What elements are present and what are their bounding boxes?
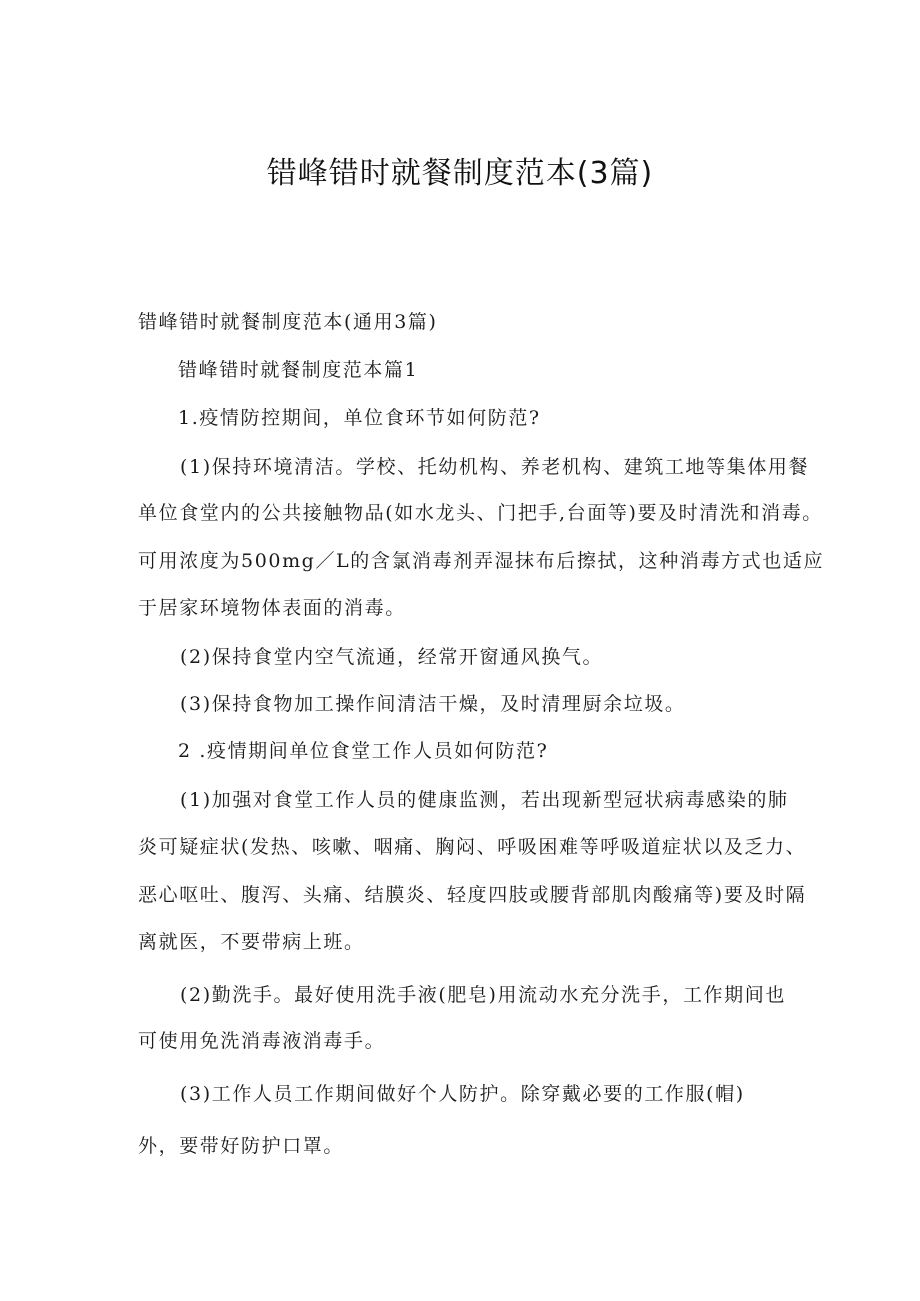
paragraph-line: 炎可疑症状(发热、咳嗽、咽痛、胸闷、呼吸困难等呼吸道症状以及乏力、 — [138, 836, 807, 858]
paragraph-line: 可使用免洗消毒液消毒手。 — [138, 1030, 386, 1052]
question-2: 2 .疫情期间单位食堂工作人员如何防范? — [178, 740, 549, 762]
paragraph-line: (2)保持食堂内空气流通，经常开窗通风换气。 — [180, 646, 604, 668]
paragraph-line: 单位食堂内的公共接触物品(如水龙头、门把手,台面等)要及时清洗和消毒。 — [138, 502, 823, 524]
section-heading: 错峰错时就餐制度范本篇1 — [178, 359, 419, 381]
paragraph-line: (3)工作人员工作期间做好个人防护。除穿戴必要的工作服(帽) — [180, 1083, 745, 1105]
question-1: 1.疫情防控期间，单位食环节如何防范? — [178, 407, 541, 429]
paragraph-line: 于居家环境物体表面的消毒。 — [138, 597, 406, 619]
paragraph-line: 可用浓度为500mg／L的含氯消毒剂弄湿抹布后擦拭，这种消毒方式也适应 — [138, 550, 825, 572]
document-subtitle: 错峰错时就餐制度范本(通用3篇) — [138, 311, 438, 333]
paragraph-line: 离就医，不要带病上班。 — [138, 931, 365, 953]
paragraph-line: (3)保持食物加工操作间清洁干燥，及时清理厨余垃圾。 — [180, 693, 686, 715]
paragraph-line: (2)勤洗手。最好使用洗手液(肥皂)用流动水充分洗手，工作期间也 — [180, 984, 786, 1006]
paragraph-line: 恶心呕吐、腹泻、头痛、结膜炎、轻度四肢或腰背部肌肉酸痛等)要及时隔 — [138, 884, 807, 906]
paragraph-line: 外，要带好防护口罩。 — [138, 1135, 345, 1157]
paragraph-line: (1)加强对食堂工作人员的健康监测，若出现新型冠状病毒感染的肺 — [180, 789, 789, 811]
paragraph-line: (1)保持环境清洁。学校、托幼机构、养老机构、建筑工地等集体用餐 — [180, 456, 810, 478]
document-title: 错峰错时就餐制度范本(3篇) — [266, 156, 654, 191]
